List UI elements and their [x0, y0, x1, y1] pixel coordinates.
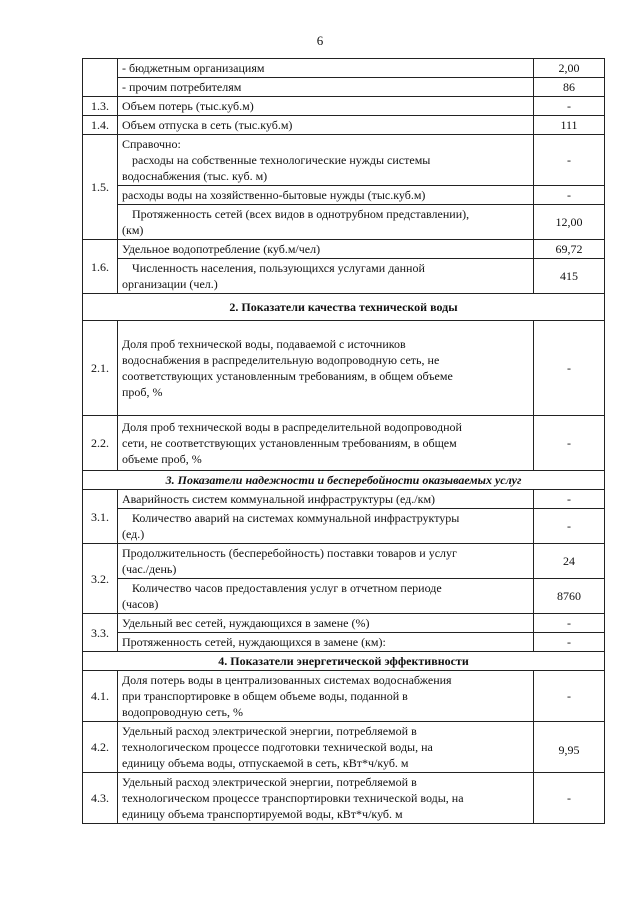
- row-number-cell: [83, 59, 118, 97]
- indicators-table: [82, 58, 605, 824]
- table-row: [83, 240, 605, 259]
- row-value: 12,00: [534, 205, 605, 240]
- row-label-line: Продолжительность (бесперебойность) поставки товаров и услуг: [122, 546, 457, 560]
- row-label-line: Справочно:: [122, 137, 181, 151]
- row-label-line: (часов): [122, 597, 159, 611]
- page-number: 6: [316, 33, 324, 48]
- table-row: [83, 116, 605, 135]
- row-label: [118, 671, 534, 722]
- row-value: 2,00: [534, 59, 605, 78]
- row-label-line: (час./день): [122, 562, 177, 576]
- table-row: [83, 59, 605, 78]
- row-label-line: соответствующих установленным требованиям, в общем объеме: [122, 369, 453, 383]
- row-value: -: [534, 97, 605, 116]
- row-label-line: единицу объема воды, отпускаемой в сеть, кВт*ч/куб. м: [122, 756, 409, 770]
- table-row: [83, 544, 605, 579]
- row-label-line: (ед.): [122, 527, 145, 541]
- row-label: [118, 544, 534, 579]
- row-label: - прочим потребителям: [118, 78, 534, 97]
- table-row: [83, 633, 605, 652]
- row-label: [118, 259, 534, 294]
- row-number: 1.4.: [83, 116, 118, 135]
- row-number: 2.1.: [83, 321, 118, 416]
- row-number: 4.3.: [83, 773, 118, 824]
- row-label-line: водоснабжения (тыс. куб. м): [122, 169, 268, 183]
- row-value: 8760: [534, 579, 605, 614]
- table-row: [83, 773, 605, 824]
- row-number: 4.2.: [83, 722, 118, 773]
- row-value: -: [534, 614, 605, 633]
- row-value: 69,72: [534, 240, 605, 259]
- row-number: 1.5.: [83, 135, 118, 240]
- table-row: [83, 490, 605, 509]
- row-label-line: (км): [122, 223, 144, 237]
- row-label-line: расходы на собственные технологические нужды системы: [132, 153, 431, 167]
- row-value: -: [534, 416, 605, 471]
- row-number: 3.3.: [83, 614, 118, 652]
- row-label: расходы воды на хозяйственно-бытовые нужды (тыс.куб.м): [118, 186, 534, 205]
- row-value: 9,95: [534, 722, 605, 773]
- row-label-line: технологическом процессе транспортировки технической воды, на: [122, 791, 464, 805]
- table-row: [83, 321, 605, 416]
- row-label: Удельное водопотребление (куб.м/чел): [118, 240, 534, 259]
- row-label: [118, 416, 534, 471]
- row-number: 3.2.: [83, 544, 118, 614]
- row-label: - бюджетным организациям: [118, 59, 534, 78]
- table-row: [83, 579, 605, 614]
- section-header: 4. Показатели энергетической эффективности: [83, 652, 605, 671]
- row-label: Аварийность систем коммунальной инфраструктуры (ед./км): [118, 490, 534, 509]
- table-row: [83, 722, 605, 773]
- row-label-line: Доля проб технической воды, подаваемой с источников: [122, 337, 406, 351]
- row-label-line: при транспортировке в общем объеме воды, поданной в: [122, 689, 408, 703]
- row-label-line: Численность населения, пользующихся услугами данной: [132, 261, 425, 275]
- row-label: [118, 135, 534, 186]
- row-value: -: [534, 671, 605, 722]
- table-row: [83, 186, 605, 205]
- table-row: [83, 671, 605, 722]
- row-label-line: объеме проб, %: [122, 452, 202, 466]
- section-header: 2. Показатели качества технической воды: [83, 294, 605, 321]
- table-row: [83, 614, 605, 633]
- row-value: -: [534, 186, 605, 205]
- row-value: -: [534, 135, 605, 186]
- row-label-line: Доля потерь воды в централизованных системах водоснабжения: [122, 673, 452, 687]
- row-value: 111: [534, 116, 605, 135]
- row-label-line: Количество часов предоставления услуг в отчетном периоде: [132, 581, 442, 595]
- row-label: [118, 773, 534, 824]
- row-number: 3.1.: [83, 490, 118, 544]
- table-row: [83, 135, 605, 186]
- row-label: [118, 205, 534, 240]
- row-label-line: сети, не соответствующих установленным требованиям, в общем: [122, 436, 457, 450]
- row-label-line: единицу объема транспортируемой воды, кВт*ч/куб. м: [122, 807, 403, 821]
- row-value: -: [534, 490, 605, 509]
- row-label-line: Количество аварий на системах коммунальной инфраструктуры: [132, 511, 460, 525]
- row-label-line: Доля проб технической воды в распределительной водопроводной: [122, 420, 462, 434]
- row-value: -: [534, 509, 605, 544]
- row-label-line: Удельный расход электрической энергии, потребляемой в: [122, 775, 417, 789]
- row-label-line: водоснабжения в распределительную водопроводную сеть, не: [122, 353, 440, 367]
- row-value: -: [534, 633, 605, 652]
- row-label: Объем потерь (тыс.куб.м): [118, 97, 534, 116]
- row-label-line: технологическом процессе подготовки технической воды, на: [122, 740, 433, 754]
- row-value: 86: [534, 78, 605, 97]
- row-value: 24: [534, 544, 605, 579]
- row-number: 1.3.: [83, 97, 118, 116]
- row-number: 2.2.: [83, 416, 118, 471]
- section-header-row: [83, 294, 605, 321]
- row-number: 4.1.: [83, 671, 118, 722]
- table-row: [83, 78, 605, 97]
- row-label: [118, 509, 534, 544]
- table-row: [83, 509, 605, 544]
- table-row: [83, 205, 605, 240]
- row-value: -: [534, 773, 605, 824]
- table-row: [83, 416, 605, 471]
- row-label: Объем отпуска в сеть (тыс.куб.м): [118, 116, 534, 135]
- row-label: [118, 321, 534, 416]
- section-header-row: [83, 471, 605, 490]
- row-value: -: [534, 321, 605, 416]
- section-header: 3. Показатели надежности и бесперебойности оказываемых услуг: [83, 471, 605, 490]
- section-header-row: [83, 652, 605, 671]
- row-value: 415: [534, 259, 605, 294]
- row-label-line: Удельный расход электрической энергии, потребляемой в: [122, 724, 417, 738]
- row-label-line: водопроводную сеть, %: [122, 705, 244, 719]
- row-label-line: Протяженность сетей (всех видов в однотрубном представлении),: [132, 207, 470, 221]
- row-label-line: организации (чел.): [122, 277, 218, 291]
- row-number: 1.6.: [83, 240, 118, 294]
- row-label: [118, 579, 534, 614]
- table-row: [83, 259, 605, 294]
- table-row: [83, 97, 605, 116]
- row-label-line: проб, %: [122, 385, 163, 399]
- row-label: Протяженность сетей, нуждающихся в замене (км):: [118, 633, 534, 652]
- row-label: Удельный вес сетей, нуждающихся в замене (%): [118, 614, 534, 633]
- row-label: [118, 722, 534, 773]
